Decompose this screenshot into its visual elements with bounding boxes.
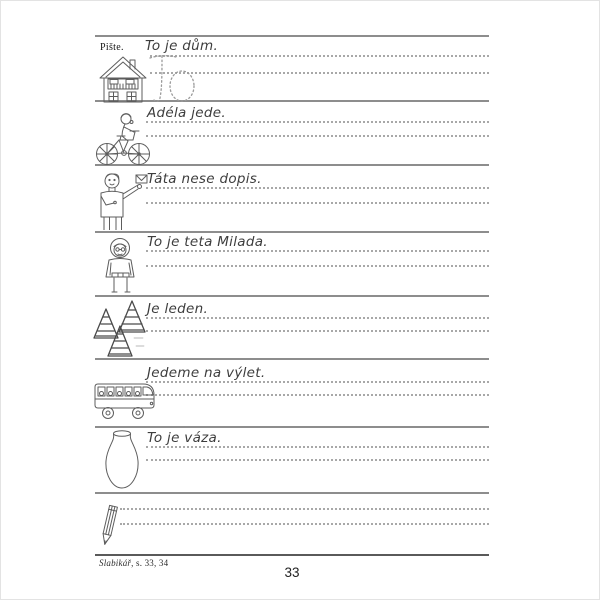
practice-line <box>146 394 489 396</box>
separator-rule <box>95 295 489 297</box>
aunt-portrait-icon <box>99 237 143 295</box>
footer-page-reference: , s. 33, 34 <box>131 558 169 568</box>
instruction-label: Pište. <box>100 42 124 53</box>
fir-trees-icon <box>92 300 148 358</box>
practice-line <box>146 187 489 189</box>
vase-icon <box>103 429 141 491</box>
separator-rule <box>95 358 489 360</box>
practice-line <box>146 446 489 448</box>
practice-line <box>146 250 489 252</box>
practice-line <box>146 121 489 123</box>
bicycle-rider-icon <box>95 110 151 166</box>
practice-line <box>146 330 489 332</box>
practice-line <box>120 508 489 510</box>
separator-rule <box>95 492 489 494</box>
separator-rule <box>95 164 489 166</box>
man-with-letter-icon <box>92 172 148 230</box>
footer-rule <box>95 554 489 556</box>
model-sentence: Jedeme na výlet. <box>147 365 266 381</box>
practice-line <box>146 317 489 319</box>
practice-line <box>146 381 489 383</box>
practice-line <box>146 459 489 461</box>
model-sentence: To je teta Milada. <box>147 234 268 250</box>
model-sentence: Táta nese dopis. <box>147 171 262 187</box>
trace-letters-To <box>149 54 203 106</box>
bus-icon <box>93 375 157 422</box>
model-sentence: To je dům. <box>145 38 219 54</box>
model-sentence: Adéla jede. <box>147 105 226 121</box>
pencil-icon <box>99 504 121 549</box>
practice-line <box>120 523 489 525</box>
practice-line <box>146 135 489 137</box>
separator-rule <box>95 426 489 428</box>
separator-rule <box>95 231 489 233</box>
practice-line <box>146 265 489 267</box>
practice-line <box>146 202 489 204</box>
house-icon <box>98 56 148 104</box>
model-sentence: To je váza. <box>147 430 222 446</box>
page-number: 33 <box>284 565 300 580</box>
separator-rule <box>95 35 489 37</box>
footer-book-title: Slabikář <box>99 558 132 568</box>
model-sentence: Je leden. <box>147 301 209 317</box>
